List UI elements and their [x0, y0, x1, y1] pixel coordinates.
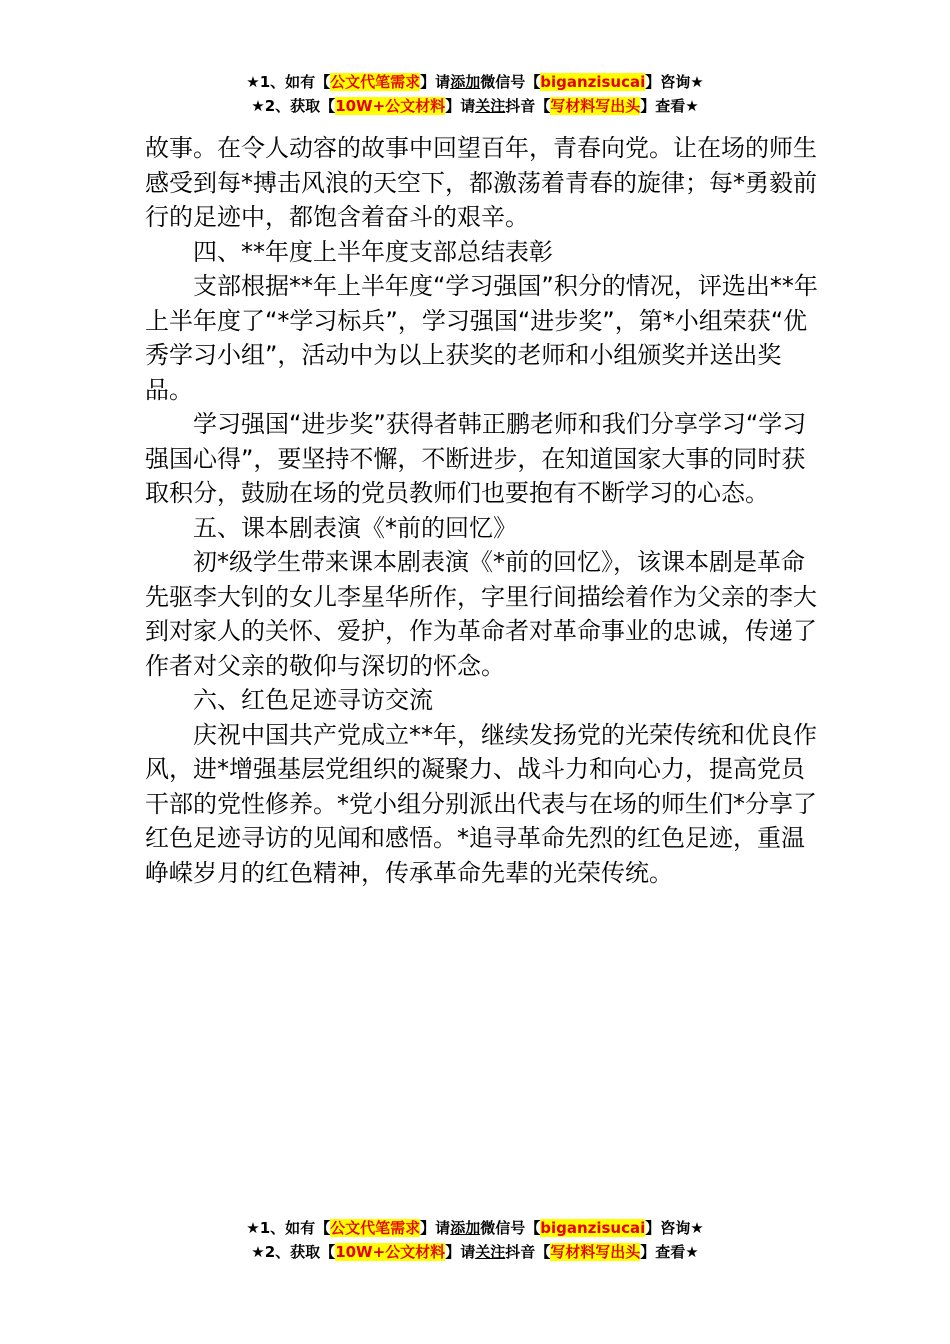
banner-underlined-text: 关注 [475, 97, 506, 115]
banner-text: ★2、获取【 [251, 97, 336, 115]
banner-text: 】请 [445, 1243, 476, 1261]
banner-text: ★1、如有【 [246, 1219, 331, 1237]
banner-text: 】查看★ [640, 1243, 699, 1261]
section-heading-6: 六、红色足迹寻访交流 [193, 686, 433, 714]
banner-text: 微信号【 [480, 1219, 541, 1237]
banner-douyin-id: 写材料写出头 [550, 1243, 641, 1261]
banner-underlined-text: 添加 [450, 1219, 481, 1237]
header-banner [0, 70, 950, 118]
banner-text: 】查看★ [640, 97, 699, 115]
banner-text: ★2、获取【 [251, 1243, 336, 1261]
paragraph-continuation: 故事。在令人动容的故事中回望百年，青春向党。让在场的师生感受到每*搏击风浪的天空下，都激荡着青春的旋律；每*勇毅前行的足迹中，都饱含着奋斗的艰辛。 [145, 134, 817, 231]
banner-line-2 [0, 1240, 950, 1264]
banner-text: ★1、如有【 [246, 73, 331, 91]
paragraph: 庆祝中国共产党成立**年，继续发扬党的光荣传统和优良作风，进*增强基层党组织的凝聚力、战斗力和向心力，提高党员干部的党性修养。*党小组分别派出代表与在场的师生们*分享了红色足迹寻访的见闻和感悟。*追寻革命先烈的红色足迹，重温峥嵘岁月的红色精神，传承革命先辈的光荣传统。 [145, 720, 817, 887]
banner-text: 】请 [420, 1219, 451, 1237]
banner-underlined-text: 添加 [450, 73, 481, 91]
document-body [145, 131, 825, 890]
banner-highlight: 10W+公文材料 [335, 1243, 446, 1261]
banner-douyin-id: 写材料写出头 [550, 97, 641, 115]
banner-text: 】咨询★ [645, 1219, 704, 1237]
banner-highlight: 公文代笔需求 [330, 73, 421, 91]
paragraph: 初*级学生带来课本剧表演《*前的回忆》，该课本剧是革命先驱李大钊的女儿李星华所作，字里行间描绘着作为父亲的李大到对家人的关怀、爱护，作为革命者对革命事业的忠诚，传递了作者对父亲的敬仰与深切的怀念。 [145, 548, 817, 680]
banner-underlined-text: 关注 [475, 1243, 506, 1261]
banner-line-1 [0, 1216, 950, 1240]
banner-line-2 [0, 94, 950, 118]
banner-text: 微信号【 [480, 73, 541, 91]
banner-text: 抖音【 [505, 97, 551, 115]
banner-text: 】咨询★ [645, 73, 704, 91]
banner-text: 】请 [445, 97, 476, 115]
paragraph: 学习强国“进步奖”获得者韩正鹏老师和我们分享学习“学习强国心得”，要坚持不懈，不断进步，在知道国家大事的同时获取积分，鼓励在场的党员教师们也要抱有不断学习的心态。 [145, 410, 807, 507]
banner-text: 抖音【 [505, 1243, 551, 1261]
banner-wechat-id: biganzisucai [540, 1219, 646, 1237]
banner-text: 】请 [420, 73, 451, 91]
section-heading-5: 五、课本剧表演《*前的回忆》 [193, 513, 517, 542]
banner-wechat-id: biganzisucai [540, 73, 646, 91]
section-heading-4: 四、**年度上半年度支部总结表彰 [193, 237, 553, 266]
banner-highlight: 10W+公文材料 [335, 97, 446, 115]
banner-line-1 [0, 70, 950, 94]
paragraph: 支部根据**年上半年度“学习强国”积分的情况，评选出**年上半年度了“*学习标兵”，学习强国“进步奖”，第*小组荣获“优秀学习小组”，活动中为以上获奖的老师和小组颁奖并送出奖品。 [145, 272, 818, 404]
banner-highlight: 公文代笔需求 [330, 1219, 421, 1237]
footer-banner [0, 1216, 950, 1264]
